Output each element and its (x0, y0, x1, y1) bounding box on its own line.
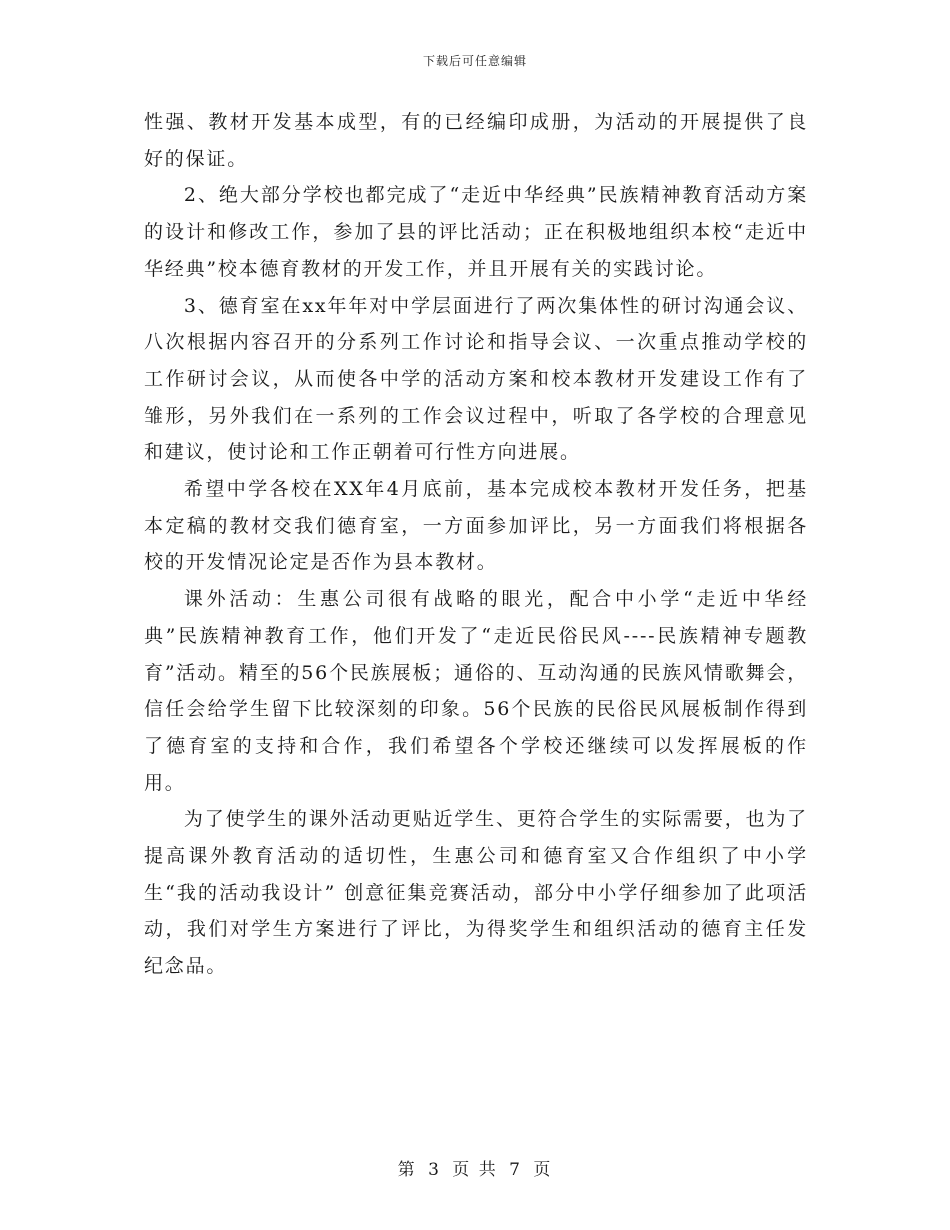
footer-prefix: 第 (397, 1160, 417, 1180)
paragraph-item-3: 3、德育室在xx年年对中学层面进行了两次集体性的研讨沟通会议、八次根据内容召开的分系列工作讨论和指导会议、一次重点推动学校的工作研讨会议，从而使各中学的活动方案和校本教材开发建设工作有了雏形，另外我们在一系列的工作会议过程中，听取了各学校的合理意见和建议，使讨论和工作正朝着可行性方向进展。 (144, 294, 808, 464)
page-header-note: 下载后可任意编辑 (422, 54, 527, 68)
paragraph-item-2: 2、绝大部分学校也都完成了“走近中华经典”民族精神教育活动方案的设计和修改工作，参加了县的评比活动；正在积极地组织本校“走近中华经典”校本德育教材的开发工作，并且开展有关的实践讨论。 (144, 184, 808, 280)
footer-mid: 页 共 (452, 1160, 498, 1180)
paragraph-extracurricular: 课外活动：生惠公司很有战略的眼光，配合中小学“走近中华经典”民族精神教育工作，他们开发了“走近民俗民风----民族精神专题教育”活动。精至的56个民族展板；通俗的、互动沟通的民族风情歌舞会，信任会给学生留下比较深刻的印象。56个民族的民俗民风展板制作得到了德育室的支持和合作，我们希望各个学校还继续可以发挥展板的作用。 (144, 588, 808, 794)
paragraph-design-contest: 为了使学生的课外活动更贴近学生、更符合学生的实际需要，也为了提高课外教育活动的适切性，生惠公司和德育室又合作组织了中小学生“我的活动我设计” 创意征集竞赛活动，部分中小学仔细参加了此项活动，我们对学生方案进行了评比，为得奖学生和组织活动的德育主任发纪念品。 (144, 808, 808, 978)
page-number-footer (0, 1155, 950, 1180)
footer-suffix: 页 (533, 1160, 553, 1180)
paragraph-continued: 性强、教材开发基本成型，有的已经编印成册，为活动的开展提供了良好的保证。 (144, 111, 808, 170)
document-body (144, 104, 808, 985)
footer-total-pages: 7 (509, 1160, 522, 1180)
footer-current-page: 3 (428, 1160, 441, 1180)
paragraph-deadline: 希望中学各校在XX年4月底前，基本完成校本教材开发任务，把基本定稿的教材交我们德育室，一方面参加评比，另一方面我们将根据各校的开发情况论定是否作为县本教材。 (144, 478, 808, 574)
